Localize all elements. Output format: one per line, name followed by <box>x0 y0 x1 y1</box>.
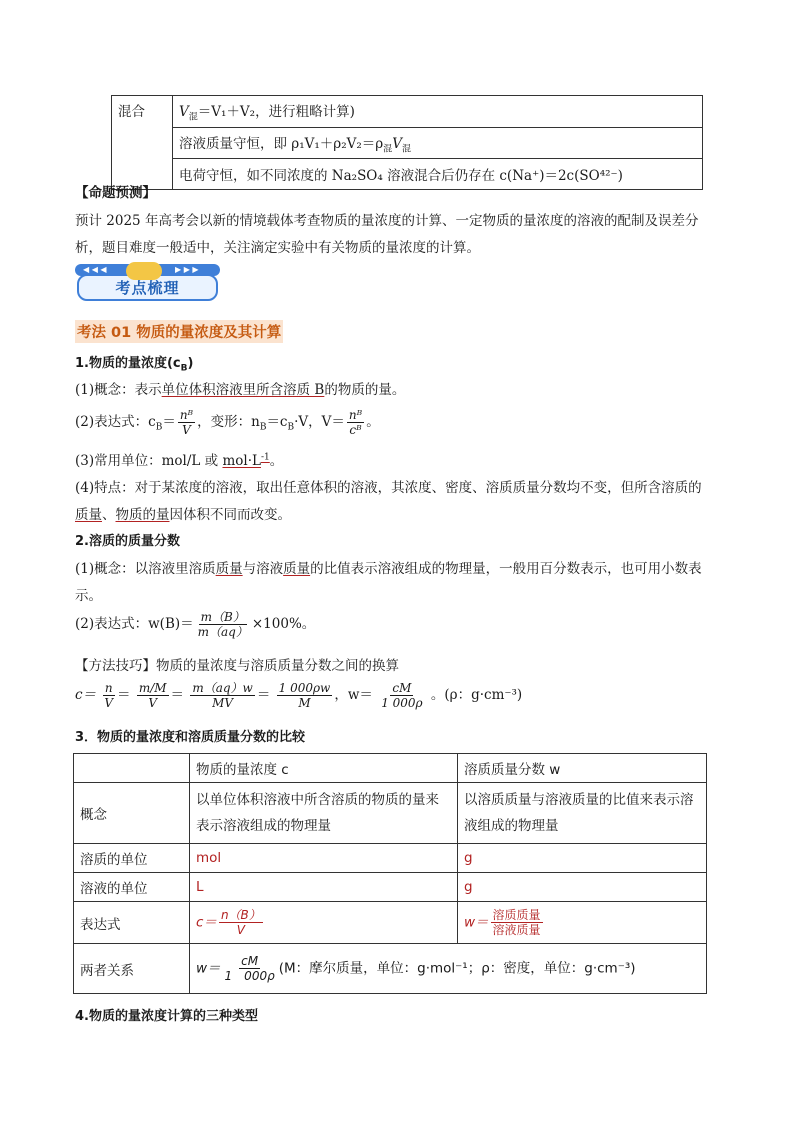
section-1-title: 1.物质的量浓度$(c_B)$ <box>75 356 194 374</box>
prediction-line-1: 预计 2025 年高考会以新的情境载体考查物质的量浓度的计算、一定物质的量浓度的溶液的配制及误差分 <box>75 213 699 229</box>
s2-expression: (2)表达式：w(B)＝ $\frac{m(B)}{m(aq)}$ ×100%。 <box>75 610 316 639</box>
section-4-title: 4.物质的量浓度计算的三种类型 <box>75 1009 258 1024</box>
table-cell: L <box>190 873 458 902</box>
table-header-cell: 溶质质量分数 w <box>458 754 707 783</box>
mix-row-volume: $V_混=V_1+V_2$，进行粗略计算) <box>173 96 703 128</box>
expr-w-fraction: $\frac{\text{溶质质量}}{\text{溶液质量}}$ <box>492 908 541 937</box>
s2-concept-line-2: 示。 <box>75 588 102 604</box>
s2-fraction: $\frac{m(B)}{m(aq)}$ <box>197 610 248 639</box>
tip-formula: c＝ $\frac{n}{V}$ ＝ $\frac{m/M}{V}$ ＝ $\frac{m(aq)w}{MV}$ ＝ $\frac{1 000\rho w}{M}$ ，w＝ $\frac{cM}{1 000\rho}$ 。(ρ：g·cm⁻³) <box>75 681 523 710</box>
method-title: 考法 01 物质的量浓度及其计算 <box>75 320 283 343</box>
section-badge <box>75 264 220 302</box>
table-cell-expr-w: w＝ $\frac{\text{溶质质量}}{\text{溶液质量}}$ <box>458 902 707 944</box>
relation-fraction: $\frac{cM}{1 000\rho}$ <box>224 954 275 983</box>
table-row <box>74 844 707 873</box>
arrow-right-icon: ▶ ▶ ▶ <box>175 265 199 274</box>
table-cell-expr-c: c＝ $\frac{n(B)}{V}$ <box>190 902 458 944</box>
mix-row-mass: 溶液质量守恒，即 $\rho_1V_1+\rho_2V_2=\rho_混V_混$ <box>173 127 703 159</box>
section-2-title: 2.溶质的质量分数 <box>75 534 180 549</box>
table-row <box>74 873 707 902</box>
table-cell: 以单位体积溶液中所含溶质的物质的量来表示溶液组成的物理量 <box>190 783 458 844</box>
tip-fraction-4: $\frac{1 000\rho w}{M}$ <box>278 681 331 710</box>
s1-fraction-v: $\frac{\text{nᴮ}}{\text{cᴮ}}$ <box>348 408 363 437</box>
table-cell: 表达式 <box>74 902 190 944</box>
mix-label: 混合 <box>112 96 173 190</box>
s1-unit: (3)常用单位：mol/L 或 $mol\cdot L^{-1}$。 <box>75 452 284 469</box>
badge-label: 考点梳理 <box>115 279 180 297</box>
table-cell: 溶液的单位 <box>74 873 190 902</box>
table-cell: 溶质的单位 <box>74 844 190 873</box>
table-cell: mol <box>190 844 458 873</box>
prediction-line-2: 析，题目难度一般适中，关注滴定实验中有关物质的量浓度的计算。 <box>75 240 480 256</box>
table-cell-relation: w＝ $\frac{cM}{1 000\rho}$ (M：摩尔质量，单位：g·mol⁻¹；ρ：密度，单位：g·cm⁻³) <box>190 944 707 994</box>
table-header-cell <box>74 754 190 783</box>
comparison-table <box>73 753 707 994</box>
s2-concept: (1)概念：以溶液里溶质质量与溶液质量的比值表示溶液组成的物理量，一般用百分数表示，也可用小数表 <box>75 561 702 577</box>
tip-heading: 【方法技巧】物质的量浓度与溶质质量分数之间的换算 <box>75 658 399 674</box>
mix-row-charge: 电荷守恒，如不同浓度的 Na₂SO₄ 溶液混合后仍存在 c(Na⁺)＝2c(SO⁴²⁻) <box>173 159 703 190</box>
table-cell: 以溶质质量与溶液质量的比值来表示溶液组成的物理量 <box>458 783 707 844</box>
section-3-title: 3．物质的量浓度和溶质质量分数的比较 <box>75 730 306 745</box>
arrow-left-icon: ◀ ◀ ◀ <box>83 265 107 274</box>
s1-expression: (2)表达式：$c_B=$ $\frac{\text{nᴮ}}{V}$ ，变形：$n_B=c_B\cdot V$，V＝ $\frac{\text{nᴮ}}{\text{cᴮ}}$ 。 <box>75 408 380 437</box>
s1-feature-line-1: (4)特点：对于某浓度的溶液，取出任意体积的溶液，其浓度、密度、溶质质量分数均不变，但所含溶质的 <box>75 480 702 496</box>
tip-fraction-5: $\frac{cM}{1 000\rho}$ <box>381 681 423 710</box>
tip-fraction-3: $\frac{m(aq)w}{MV}$ <box>192 681 253 710</box>
table-row <box>74 902 707 944</box>
table-row <box>74 944 707 994</box>
expr-c-fraction: $\frac{n(B)}{V}$ <box>220 908 261 937</box>
s1-fraction-c: $\frac{\text{nᴮ}}{V}$ <box>179 408 194 437</box>
table-header-row <box>74 754 707 783</box>
table-header-cell: 物质的量浓度 c <box>190 754 458 783</box>
prediction-heading: 【命题预测】 <box>75 185 156 201</box>
table-cell: 概念 <box>74 783 190 844</box>
table-cell: g <box>458 873 707 902</box>
mixing-table <box>111 95 703 190</box>
s1-concept: (1)概念：表示单位体积溶液里所含溶质 B的物质的量。 <box>75 382 406 398</box>
table-cell: g <box>458 844 707 873</box>
table-row <box>74 783 707 844</box>
s1-feature-line-2: 质量、物质的量因体积不同而改变。 <box>75 507 291 523</box>
table-cell: 两者关系 <box>74 944 190 994</box>
tip-fraction-1: $\frac{n}{V}$ <box>104 681 114 710</box>
tip-fraction-2: $\frac{m/M}{V}$ <box>138 681 167 710</box>
